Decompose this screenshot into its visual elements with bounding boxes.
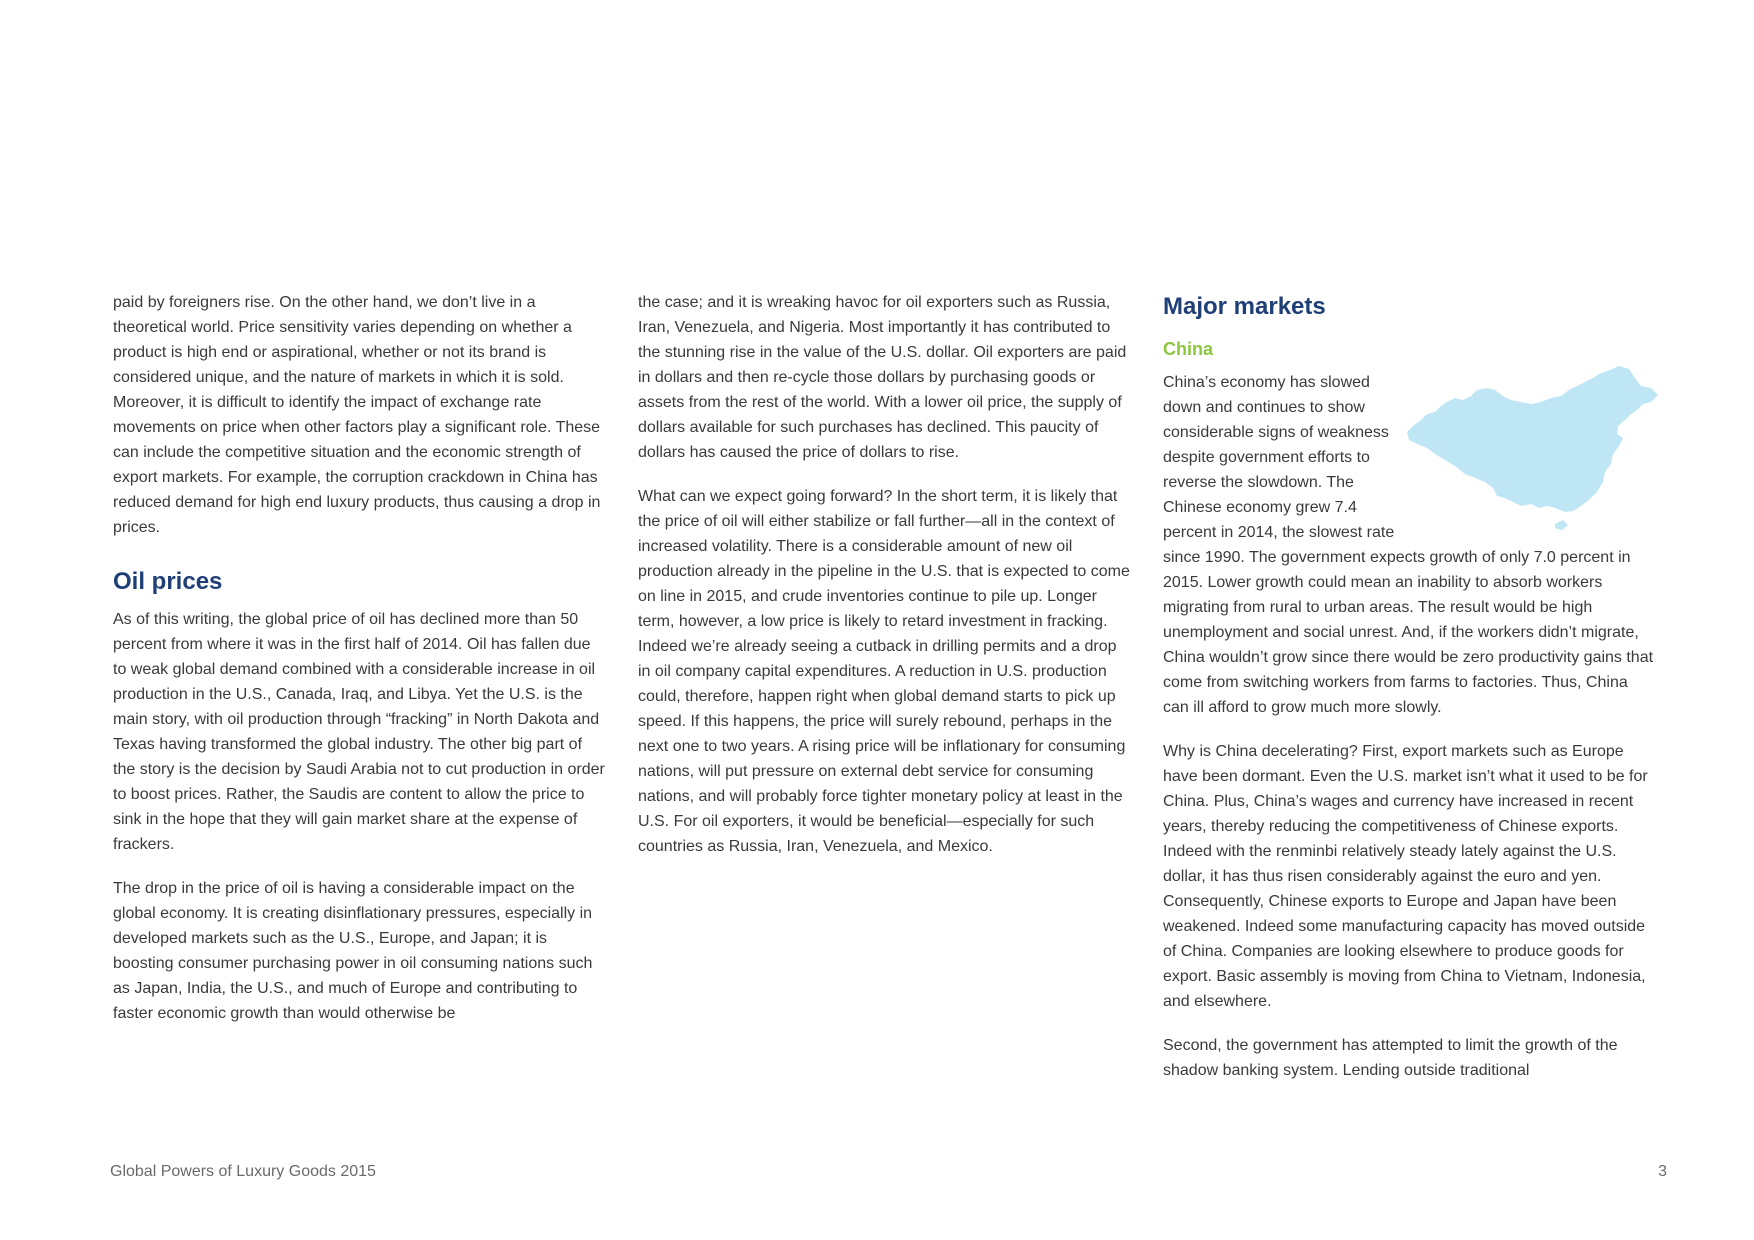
- china-map: [1405, 362, 1665, 532]
- left-column: [113, 290, 605, 1045]
- paragraph: paid by foreigners rise. On the other hand, we don’t live in a theoretical world. Price sensitivity varies depending on whether a product is high end or aspirational, whether or not its brand is considered unique, and the nature of markets in which it is sold. Moreover, it is difficult to identify the impact of exchange rate movements on price when other factors play a significant role. These can include the competitive situation and the economic strength of export markets. For example, the corruption crackdown in China has reduced demand for high end luxury products, thus causing a drop in prices.: [113, 294, 601, 536]
- subheading-china: China: [1163, 339, 1214, 359]
- section-heading-oil-prices: Oil prices: [113, 568, 223, 595]
- paragraph: The drop in the price of oil is having a considerable impact on the global economy. It is creating disinflationary pressures, especially in developed markets such as the U.S., Europe, and Japan; it is boosting consumer purchasing power in oil consuming nations such as Japan, India, the U.S., and much of Europe and contributing to faster economic growth than would otherwise be: [113, 880, 593, 1022]
- page-number: 3: [1658, 1163, 1667, 1180]
- middle-column: [638, 290, 1130, 878]
- paragraph: China’s economy has slowed down and continues to show considerable signs of weakness despite government efforts to reverse the slowdown. The Chinese economy grew 7.4 percent in 2014, the slowest rate since 1990. The government expects growth of only 7.0 percent in 2015. Lower growth could mean an inability to absorb workers migrating from rural to urban areas. The result would be high unemployment and social unrest. And, if the workers didn’t migrate, China wouldn’t grow since there would be zero productivity gains that come from switching workers from farms to factories. Thus, China can ill afford to grow much more slowly.: [1163, 374, 1654, 716]
- china-map-icon: [1405, 362, 1665, 532]
- paragraph: As of this writing, the global price of oil has declined more than 50 percent from where it was in the first half of 2014. Oil has fallen due to weak global demand combined with a considerable increase in oil production in the U.S., Canada, Iraq, and Libya. Yet the U.S. is the main story, with oil production through “fracking” in North Dakota and Texas having transformed the global industry. The other big part of the story is the decision by Saudi Arabia not to cut production in order to boost prices. Rather, the Saudis are content to allow the price to sink in the hope that they will gain market share at the expense of frackers.: [113, 611, 605, 853]
- paragraph: the case; and it is wreaking havoc for oil exporters such as Russia, Iran, Venezuela, and Nigeria. Most importantly it has contributed to the stunning rise in the value of the U.S. dollar. Oil exporters are paid in dollars and then re-cycle those dollars by purchasing goods or assets from the rest of the world. With a lower oil price, the supply of dollars available for such purchases has declined. This paucity of dollars has caused the price of dollars to rise.: [638, 294, 1127, 461]
- paragraph: What can we expect going forward? In the short term, it is likely that the price of oil will either stabilize or fall further—all in the context of increased volatility. There is a considerable amount of new oil production already in the pipeline in the U.S. that is expected to come on line in 2015, and crude inventories continue to pile up. Longer term, however, a low price is likely to retard investment in fracking. Indeed we’re already seeing a cutback in drilling permits and a drop in oil company capital expenditures. A reduction in U.S. production could, therefore, happen right when global demand starts to pick up speed. If this happens, the price will surely rebound, perhaps in the next one to two years. A rising price will be inflationary for consuming nations, will put pressure on external debt service for consuming nations, and will probably force tighter monetary policy at least in the U.S. For oil exporters, it would be beneficial—especially for such countries as Russia, Iran, Venezuela, and Mexico.: [638, 488, 1130, 855]
- paragraph: Second, the government has attempted to limit the growth of the shadow banking system. Lending outside traditional: [1163, 1037, 1618, 1079]
- right-column: [1163, 290, 1655, 1102]
- footer-title: Global Powers of Luxury Goods 2015: [110, 1163, 376, 1180]
- paragraph: Why is China decelerating? First, export markets such as Europe have been dormant. Even the U.S. market isn’t what it used to be for China. Plus, China’s wages and currency have increased in recent years, thereby reducing the competitiveness of Chinese exports. Indeed with the renminbi relatively steady lately against the U.S. dollar, it has thus risen considerably against the euro and yen. Consequently, Chinese exports to Europe and Japan have been weakened. Indeed some manufacturing capacity has moved outside of China. Companies are looking elsewhere to produce goods for export. Basic assembly is moving from China to Vietnam, Indonesia, and elsewhere.: [1163, 743, 1648, 1010]
- section-heading-major-markets: Major markets: [1163, 293, 1326, 320]
